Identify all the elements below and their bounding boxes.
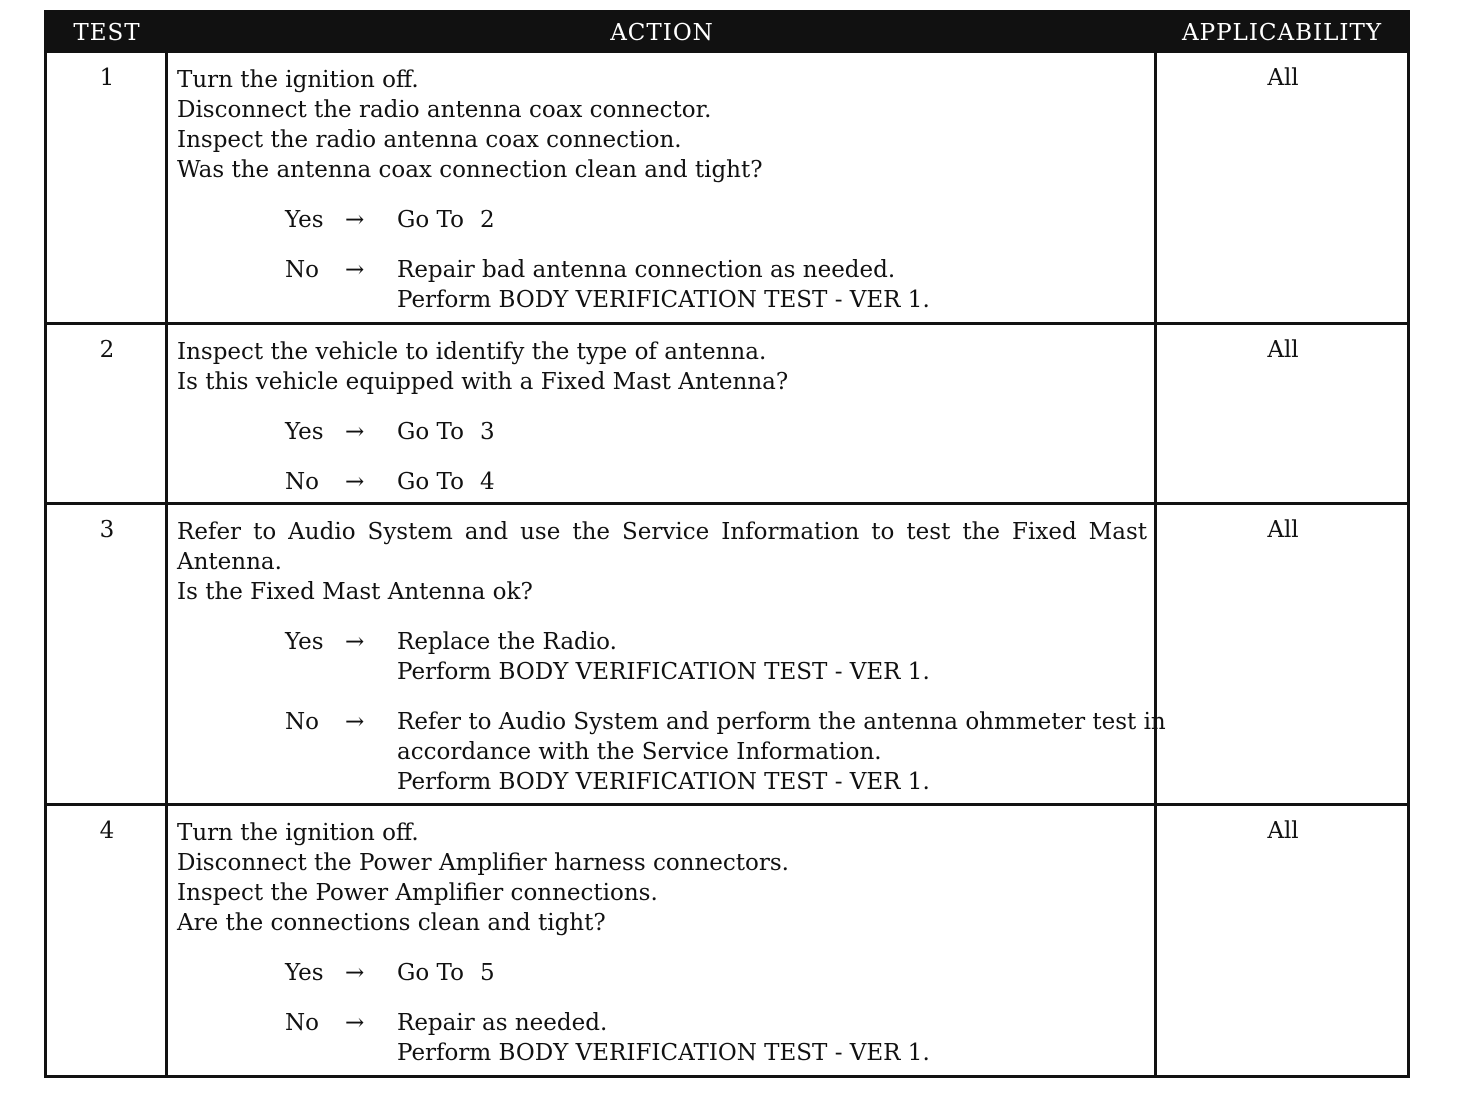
arrow-icon: →: [345, 257, 365, 283]
goto-target: 4: [479, 469, 495, 495]
applicability-value: All: [1267, 818, 1299, 844]
arrow-icon: →: [345, 419, 365, 445]
goto-target: 3: [479, 419, 495, 445]
header-action: ACTION: [610, 20, 714, 46]
diagnostic-test-table: [44, 10, 1410, 1078]
applicability-value: All: [1267, 65, 1299, 91]
goto-target: 2: [479, 207, 495, 233]
no-answer: [177, 255, 1147, 315]
action-step: Turn the ignition off.: [177, 820, 419, 846]
no-result: Repair as needed.: [397, 1010, 608, 1036]
table-header: [47, 13, 1407, 53]
no-answer: [177, 467, 1147, 497]
no-label: No: [285, 257, 319, 283]
no-answer: [177, 1008, 1147, 1068]
yes-answer: [177, 627, 1147, 687]
goto-label: Go To: [397, 207, 464, 233]
header-applicability: APPLICABILITY: [1182, 20, 1382, 46]
arrow-icon: →: [345, 960, 365, 986]
no-result: Refer to Audio System and perform the antenna ohmmeter test in: [397, 709, 1166, 735]
yes-answer: [177, 417, 1147, 447]
test-number: 1: [99, 65, 115, 91]
verification-instruction: Perform BODY VERIFICATION TEST - VER 1.: [397, 769, 930, 795]
action-step: Refer to Audio System and use the Service Information to test the Fixed Mast Antenna.: [177, 519, 1147, 575]
table-row-test-4: [47, 806, 1407, 1075]
no-label: No: [285, 709, 319, 735]
action-step: Disconnect the radio antenna coax connector.: [177, 97, 712, 123]
header-test: TEST: [73, 20, 141, 46]
goto-label: Go To: [397, 960, 464, 986]
arrow-icon: →: [345, 709, 365, 735]
arrow-icon: →: [345, 629, 365, 655]
verification-instruction: Perform BODY VERIFICATION TEST - VER 1.: [397, 287, 930, 313]
arrow-icon: →: [345, 207, 365, 233]
arrow-icon: →: [345, 469, 365, 495]
yes-answer: [177, 958, 1147, 988]
goto-label: Go To: [397, 419, 464, 445]
action-cell: [177, 818, 1147, 1068]
no-result: Repair bad antenna connection as needed.: [397, 257, 896, 283]
no-answer: [177, 707, 1166, 797]
test-number: 3: [99, 517, 115, 543]
table-row-test-3: [47, 505, 1407, 803]
no-label: No: [285, 1010, 319, 1036]
yes-label: Yes: [285, 419, 324, 445]
test-number: 2: [99, 337, 115, 363]
action-step: Inspect the Power Amplifier connections.: [177, 880, 658, 906]
applicability-value: All: [1267, 337, 1299, 363]
yes-label: Yes: [285, 207, 324, 233]
action-step: Disconnect the Power Amplifier harness connectors.: [177, 850, 789, 876]
verification-instruction: Perform BODY VERIFICATION TEST - VER 1.: [397, 1040, 930, 1066]
goto-target: 5: [479, 960, 495, 986]
yes-answer: [177, 205, 1147, 235]
table-row-test-2: [47, 325, 1407, 502]
action-step: Was the antenna coax connection clean and tight?: [177, 157, 763, 183]
yes-label: Yes: [285, 960, 324, 986]
action-cell: [177, 65, 1147, 315]
action-step: Inspect the radio antenna coax connection.: [177, 127, 682, 153]
action-step: Are the connections clean and tight?: [177, 910, 606, 936]
yes-result: Replace the Radio.: [397, 629, 617, 655]
arrow-icon: →: [345, 1010, 365, 1036]
action-step: Turn the ignition off.: [177, 67, 419, 93]
action-step: Is this vehicle equipped with a Fixed Mast Antenna?: [177, 369, 789, 395]
applicability-value: All: [1267, 517, 1299, 543]
goto-label: Go To: [397, 469, 464, 495]
action-step: Is the Fixed Mast Antenna ok?: [177, 579, 533, 605]
action-cell: [177, 517, 1166, 797]
no-result: accordance with the Service Information.: [397, 739, 882, 765]
test-number: 4: [99, 818, 115, 844]
yes-label: Yes: [285, 629, 324, 655]
no-label: No: [285, 469, 319, 495]
action-step: Inspect the vehicle to identify the type of antenna.: [177, 339, 767, 365]
table-row-test-1: [47, 53, 1407, 322]
verification-instruction: Perform BODY VERIFICATION TEST - VER 1.: [397, 659, 930, 685]
action-cell: [177, 337, 1147, 497]
